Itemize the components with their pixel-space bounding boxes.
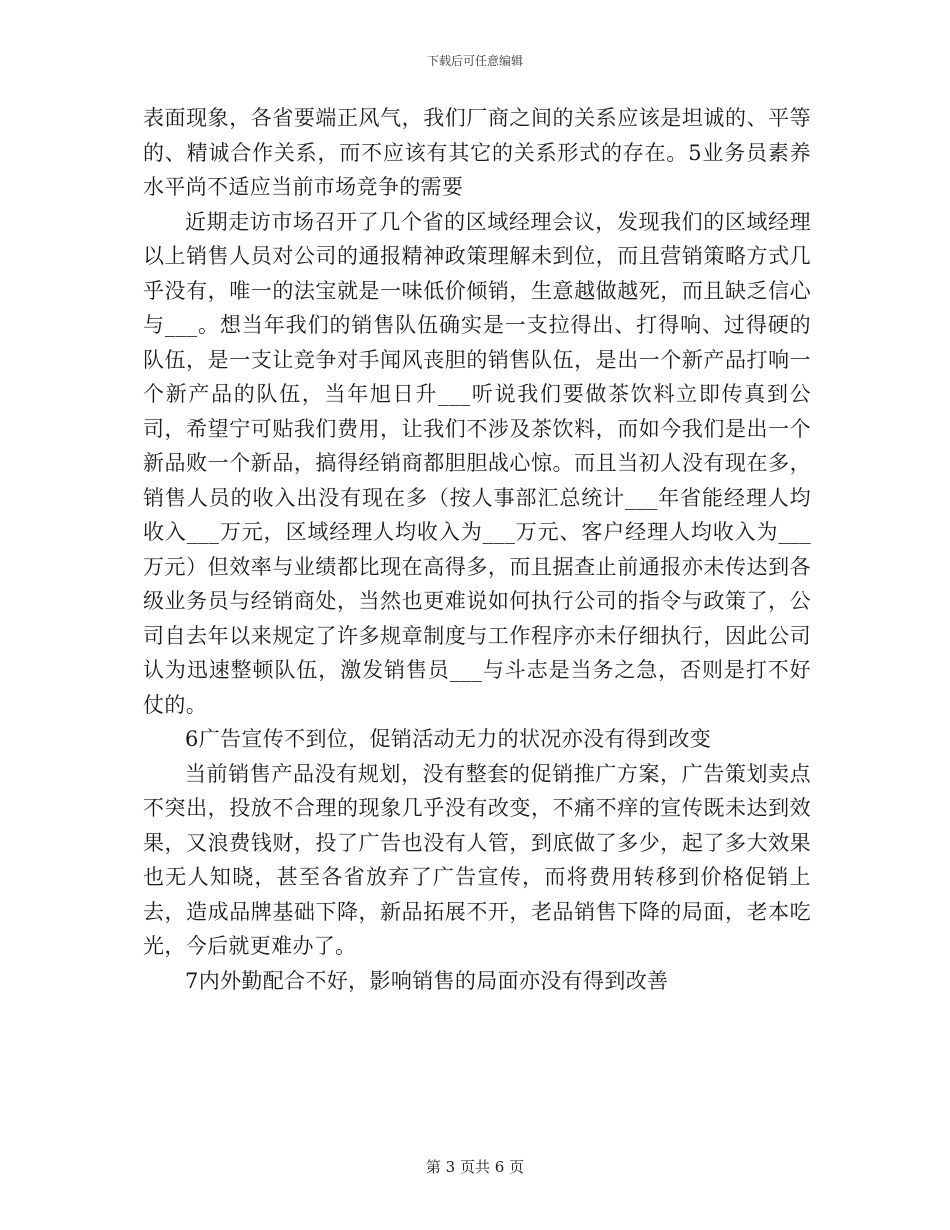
section-heading-7: 7内外勤配合不好，影响销售的局面亦没有得到改善 (185, 968, 669, 993)
paragraph-continuation: 表面现象，各省要端正风气，我们厂商之间的关系应该是坦诚的、平等的、精诚合作关系，而不应该有其它的关系形式的存在。5业务员素养水平尚不适应当前市场竞争的需要 (143, 106, 811, 199)
document-body (143, 101, 811, 998)
paragraph-sales-team: 近期走访市场召开了几个省的区域经理会议，发现我们的区域经理以上销售人员对公司的通报精神政策理解未到位，而且营销策略方式几乎没有，唯一的法宝就是一味低价倾销，生意越做越死，而且缺乏信心与___。想当年我们的销售队伍确实是一支拉得出、打得响、过得硬的队伍，是一支让竞争对手闻风丧胆的销售队伍，是出一个新产品打响一个新产品的队伍，当年旭日升___听说我们要做茶饮料立即传真到公司，希望宁可贴我们费用，让我们不涉及茶饮料，而如今我们是出一个新品败一个新品，搞得经销商都胆胆战心惊。而且当初人没有现在多，销售人员的收入出没有现在多（按人事部汇总统计___年省能经理人均收入___万元，区域经理人均收入为___万元、客户经理人均收入为___万元）但效率与业绩都比现在高得多，而且据查止前通报亦未传达到各级业务员与经销商处，当然也更难说如何执行公司的指令与政策了，公司自去年以来规定了许多规章制度与工作程序亦未仔细执行，因此公司认为迅速整顿队伍，激发销售员___与斗志是当务之急，否则是打不好仗的。 (143, 209, 811, 717)
page-number-footer: 第 3 页共 6 页 (425, 1158, 525, 1176)
section-heading-6: 6广告宣传不到位，促销活动无力的状况亦没有得到改变 (185, 727, 712, 751)
paragraph-advertising: 当前销售产品没有规划，没有整套的促销推广方案，广告策划卖点不突出，投放不合理的现象几乎没有改变，不痛不痒的宣传既未达到效果，又浪费钱财，投了广告也没有人管，到底做了多少，起了多大效果也无人知晓，甚至各省放弃了广告宣传，而将费用转移到价格促销上去，造成品牌基础下降，新品拓展不开，老品销售下降的局面，老本吃光，今后就更难办了。 (143, 761, 811, 958)
page-header-note: 下载后可任意编辑 (426, 54, 523, 68)
